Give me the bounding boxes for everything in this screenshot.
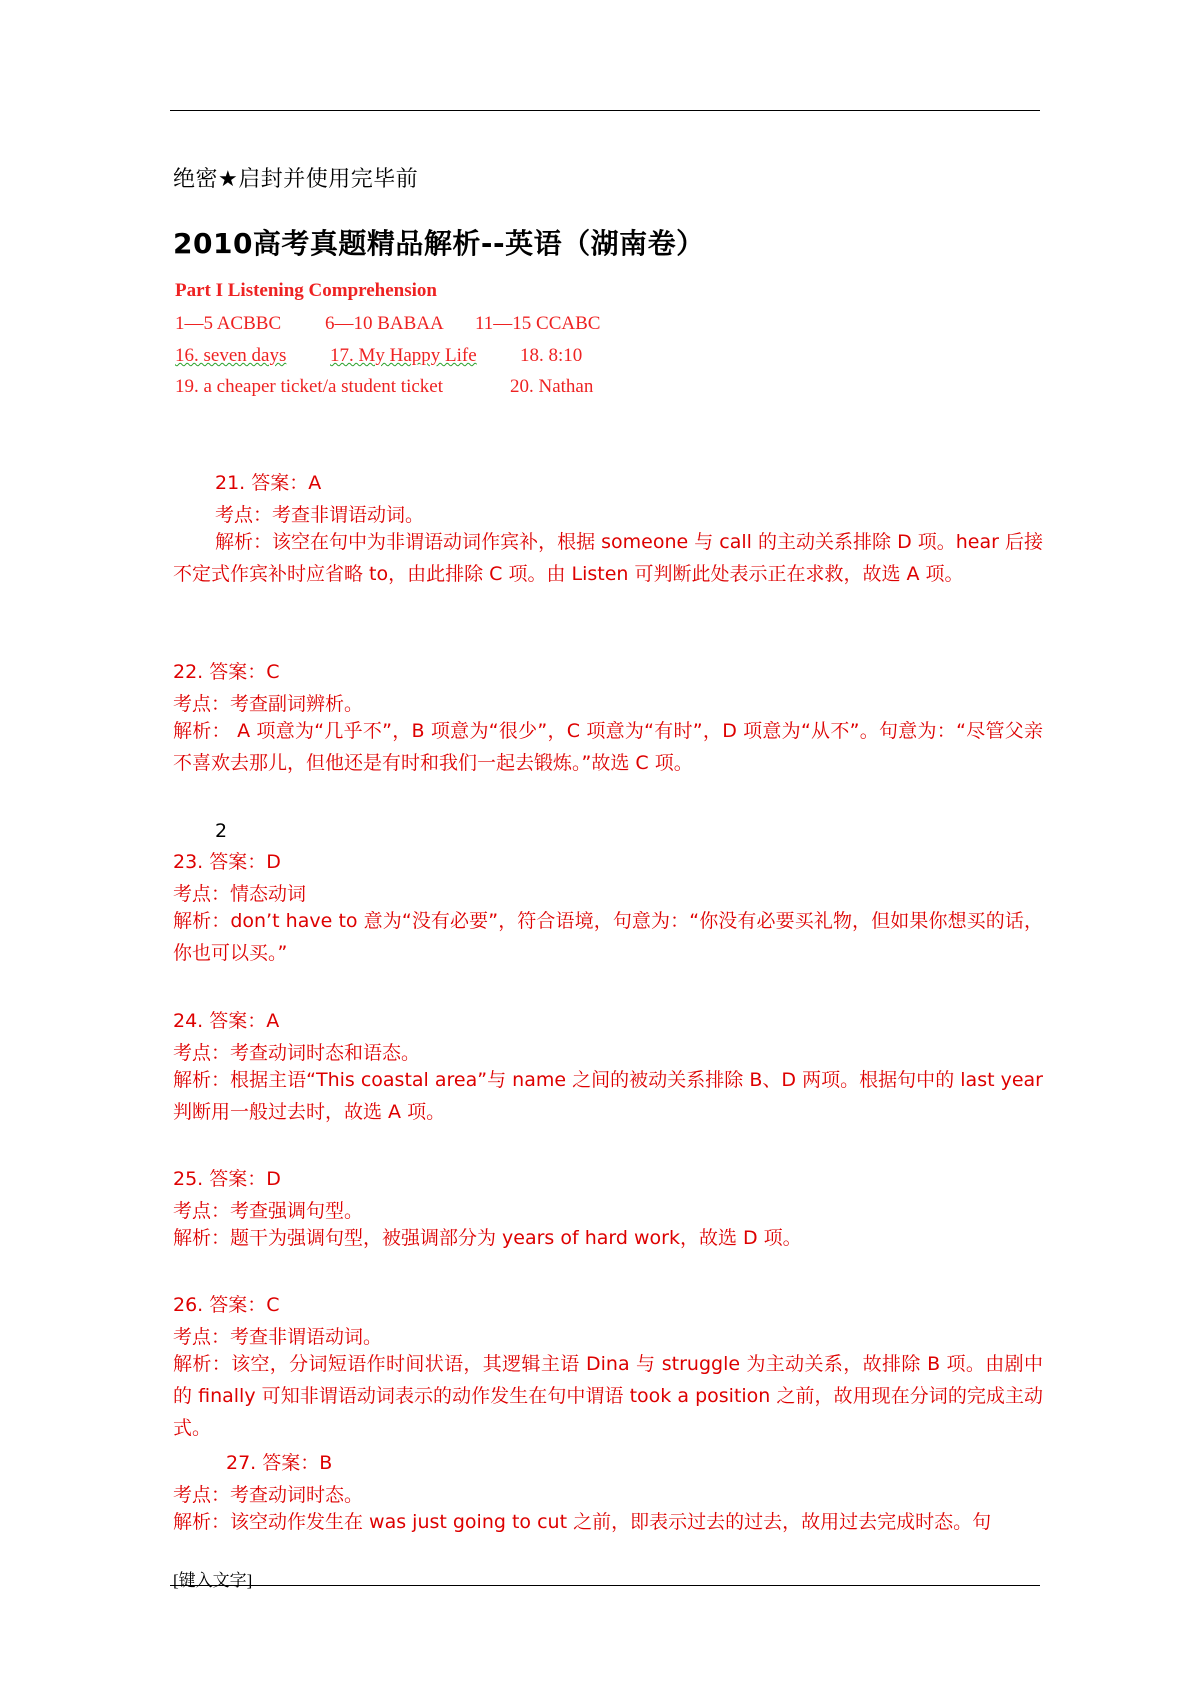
q26-analysis: 解析：该空，分词短语作时间状语，其逻辑主语 Dina 与 struggle 为主动关系，故排除 B 项。由剧中的 finally 可知非谓语动词表示的动作发生在句中谓语 took a position 之前，故用现在分词的完成主动式。	[173, 1353, 1043, 1439]
q23-point: 考点：情态动词	[173, 883, 307, 905]
q27-analysis: 解析：该空动作发生在 was just going to cut 之前，即表示过去的过去，故用过去完成时态。句	[173, 1511, 992, 1533]
page-marker: 2	[215, 820, 228, 842]
listening-cell: 19. a cheaper ticket/a student ticket	[175, 376, 443, 397]
q27-answer: 27. 答案：B	[226, 1452, 333, 1474]
listening-cell: 18. 8:10	[520, 345, 583, 366]
confidential-notice: 绝密★启封并使用完毕前	[173, 167, 419, 192]
listening-row-2	[175, 345, 582, 367]
listening-heading: Part I Listening Comprehension	[175, 280, 437, 301]
listening-cell: 6—10 BABAA	[325, 313, 444, 334]
listening-row-3	[175, 376, 593, 398]
header-rule	[170, 110, 1040, 111]
q25-point: 考点：考查强调句型。	[173, 1200, 364, 1222]
q21-analysis: 解析：该空在句中为非谓语动词作宾补，根据 someone 与 call 的主动关系排除 D 项。hear 后接不定式作宾补时应省略 to，由此排除 C 项。由 Listen 可判断此处表示正在求救，故选 A 项。	[173, 531, 1043, 585]
q26-point: 考点：考查非谓语动词。	[173, 1326, 383, 1348]
q22-analysis: 解析： A 项意为“几乎不”，B 项意为“很少”，C 项意为“有时”，D 项意为“从不”。句意为：“尽管父亲不喜欢去那儿，但他还是有时和我们一起去锻炼。”故选 C 项。	[173, 720, 1043, 774]
listening-row-1	[175, 313, 600, 335]
q22-point: 考点：考查副词辨析。	[173, 693, 364, 715]
q22-answer: 22. 答案：C	[173, 661, 280, 683]
listening-cell: 1—5 ACBBC	[175, 313, 282, 334]
footer-rule	[170, 1585, 1040, 1586]
q23-answer: 23. 答案：D	[173, 851, 281, 873]
q27-point: 考点：考查动词时态。	[173, 1484, 364, 1506]
q25-answer: 25. 答案：D	[173, 1168, 281, 1190]
q23-analysis: 解析：don’t have to 意为“没有必要”，符合语境，句意为：“你没有必要买礼物，但如果你想买的话，你也可以买。”	[173, 910, 1043, 964]
q21-point: 考点：考查非谓语动词。	[215, 504, 425, 526]
listening-cell: 16. seven days	[175, 345, 287, 366]
q24-answer: 24. 答案：A	[173, 1010, 280, 1032]
listening-cell: 17. My Happy Life	[330, 345, 477, 366]
q25-analysis: 解析：题干为强调句型，被强调部分为 years of hard work，故选 D 项。	[173, 1227, 802, 1249]
q24-analysis: 解析：根据主语“This coastal area”与 name 之间的被动关系排除 B、D 两项。根据句中的 last year 判断用一般过去时，故选 A 项。	[173, 1069, 1043, 1123]
listening-cell: 11—15 CCABC	[475, 313, 601, 334]
document-title: 2010高考真题精品解析--英语（湖南卷）	[173, 227, 705, 260]
q21-answer: 21. 答案：A	[215, 472, 322, 494]
listening-cell: 20. Nathan	[510, 376, 594, 397]
q24-point: 考点：考查动词时态和语态。	[173, 1042, 421, 1064]
q26-answer: 26. 答案：C	[173, 1294, 280, 1316]
footer-placeholder[interactable]: [键入文字]	[173, 1571, 253, 1590]
